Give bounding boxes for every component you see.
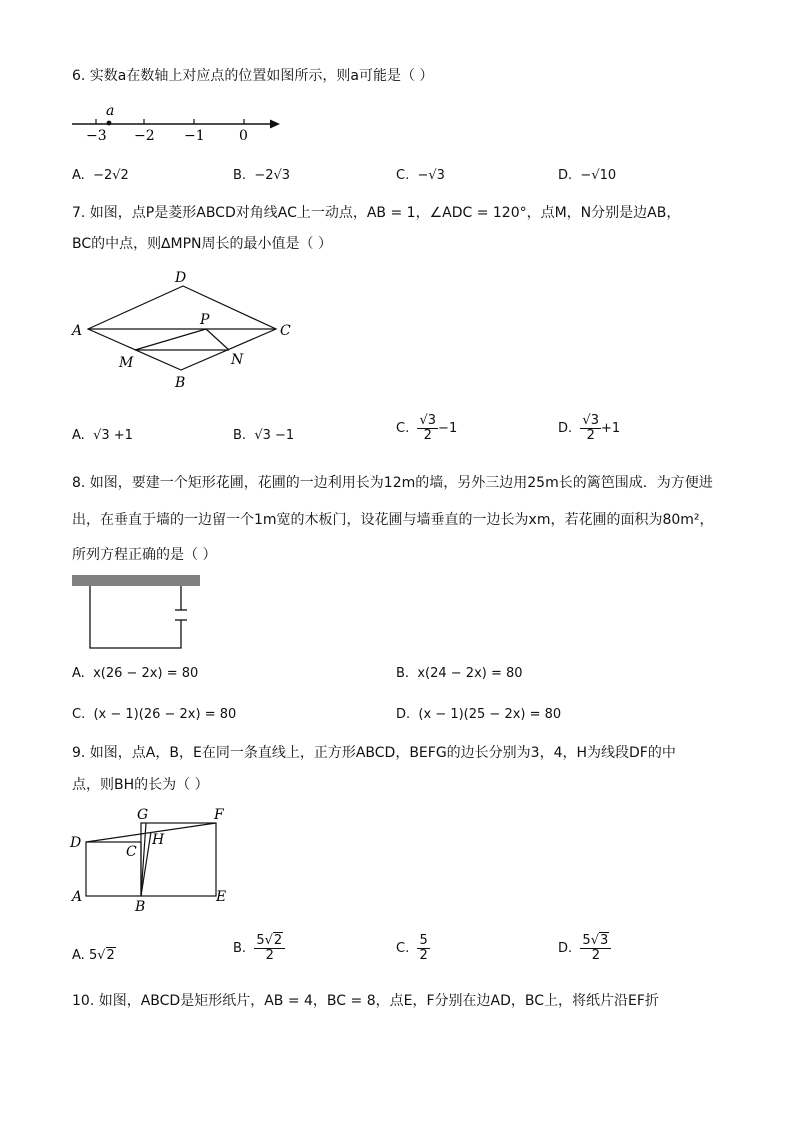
q7-option-d[interactable]: D. $\frac{√3}{2}$ +1 — [558, 413, 621, 443]
q9-option-d[interactable]: D. $\frac{5√3}{2}$ — [558, 934, 611, 963]
q9-option-c[interactable]: C. $\frac{5}{2}$ — [396, 933, 428, 963]
fraction: $\frac{5√3}{2}$ — [580, 934, 611, 963]
label-a: A — [72, 889, 83, 905]
q9-stem-line1: 9. 如图，点A，B，E在同一条直线上，正方形ABCD，BEFG的边长分别为3，4，H为线段DF的中 — [72, 745, 676, 761]
q6-option-a[interactable]: A. −2√2 — [72, 168, 129, 183]
q9-option-b[interactable]: B. $\frac{5√2}{2}$ — [233, 934, 285, 963]
label-b: B — [175, 375, 186, 391]
q8-option-d[interactable]: D. (x − 1)(25 − 2x) = 80 — [396, 707, 562, 722]
q8-stem-line2: 出，在垂直于墙的一边留一个1m宽的木板门，设花圃与墙垂直的一边长为xm，若花圃的面积为80m²， — [72, 512, 714, 528]
q6-option-d[interactable]: D. −√10 — [558, 168, 617, 183]
q10-stem-line1: 10. 如图，ABCD是矩形纸片，AB = 4，BC = 8，点E，F分别在边AD，BC上，将纸片沿EF折 — [72, 993, 659, 1009]
q8-stem-line1: 8. 如图，要建一个矩形花圃，花圃的一边利用长为12m的墙，另外三边用25m长的篱笆围成．为方便进 — [72, 475, 713, 491]
q8-garden-figure — [70, 572, 205, 654]
label-a: A — [72, 323, 83, 339]
label-f: F — [214, 807, 224, 823]
wall — [72, 575, 200, 586]
q7-rhombus-figure — [66, 266, 306, 396]
q6-number-line — [66, 100, 286, 144]
q8-option-b[interactable]: B. x(24 − 2x) = 80 — [396, 666, 523, 681]
q7-stem-line1: 7. 如图，点P是菱形ABCD对角线AC上一动点，AB = 1，∠ADC = 120°，点M，N分别是边AB， — [72, 205, 681, 221]
label-m: M — [119, 355, 134, 371]
label-c: C — [126, 844, 137, 860]
label-p: P — [200, 312, 210, 328]
label-b: B — [135, 899, 146, 915]
label-g: G — [137, 807, 149, 823]
label-e: E — [216, 889, 227, 905]
tick-label: 0 — [239, 128, 248, 144]
q6-option-c[interactable]: C. −√3 — [396, 168, 445, 183]
q6-stem: 6. 实数a在数轴上对应点的位置如图所示，则a可能是（ ） — [72, 68, 434, 84]
q8-option-c[interactable]: C. (x − 1)(26 − 2x) = 80 — [72, 707, 237, 722]
label-d: D — [70, 835, 82, 851]
tick-label: −1 — [184, 128, 205, 144]
q7-option-c[interactable]: C. $\frac{√3}{2}$ −1 — [396, 413, 458, 443]
fraction: $\frac{5}{2}$ — [419, 933, 428, 963]
q9-squares-figure — [66, 803, 241, 915]
point-a-label: a — [106, 103, 115, 119]
label-h: H — [152, 832, 165, 848]
label-n: N — [231, 352, 244, 368]
label-c: C — [280, 323, 291, 339]
q8-stem-line3: 所列方程正确的是（ ） — [72, 547, 217, 563]
fraction: $\frac{5√2}{2}$ — [254, 934, 285, 963]
tick-label: −2 — [134, 128, 155, 144]
q7-option-a[interactable]: A. √3 +1 — [72, 428, 133, 443]
fraction: $\frac{√3}{2}$ — [582, 413, 599, 443]
q8-option-a[interactable]: A. x(26 − 2x) = 80 — [72, 666, 199, 681]
q9-option-a[interactable]: A. 5√2 — [72, 948, 115, 963]
q9-stem-line2: 点，则BH的长为（ ） — [72, 777, 209, 793]
q6-option-b[interactable]: B. −2√3 — [233, 168, 291, 183]
fraction: $\frac{√3}{2}$ — [419, 413, 437, 443]
q7-option-b[interactable]: B. √3 −1 — [233, 428, 295, 443]
q7-stem-line2: BC的中点，则∆MPN周长的最小值是（ ） — [72, 236, 332, 252]
label-d: D — [175, 270, 187, 286]
point-a-dot — [107, 121, 112, 126]
tick-label: −3 — [86, 128, 107, 144]
